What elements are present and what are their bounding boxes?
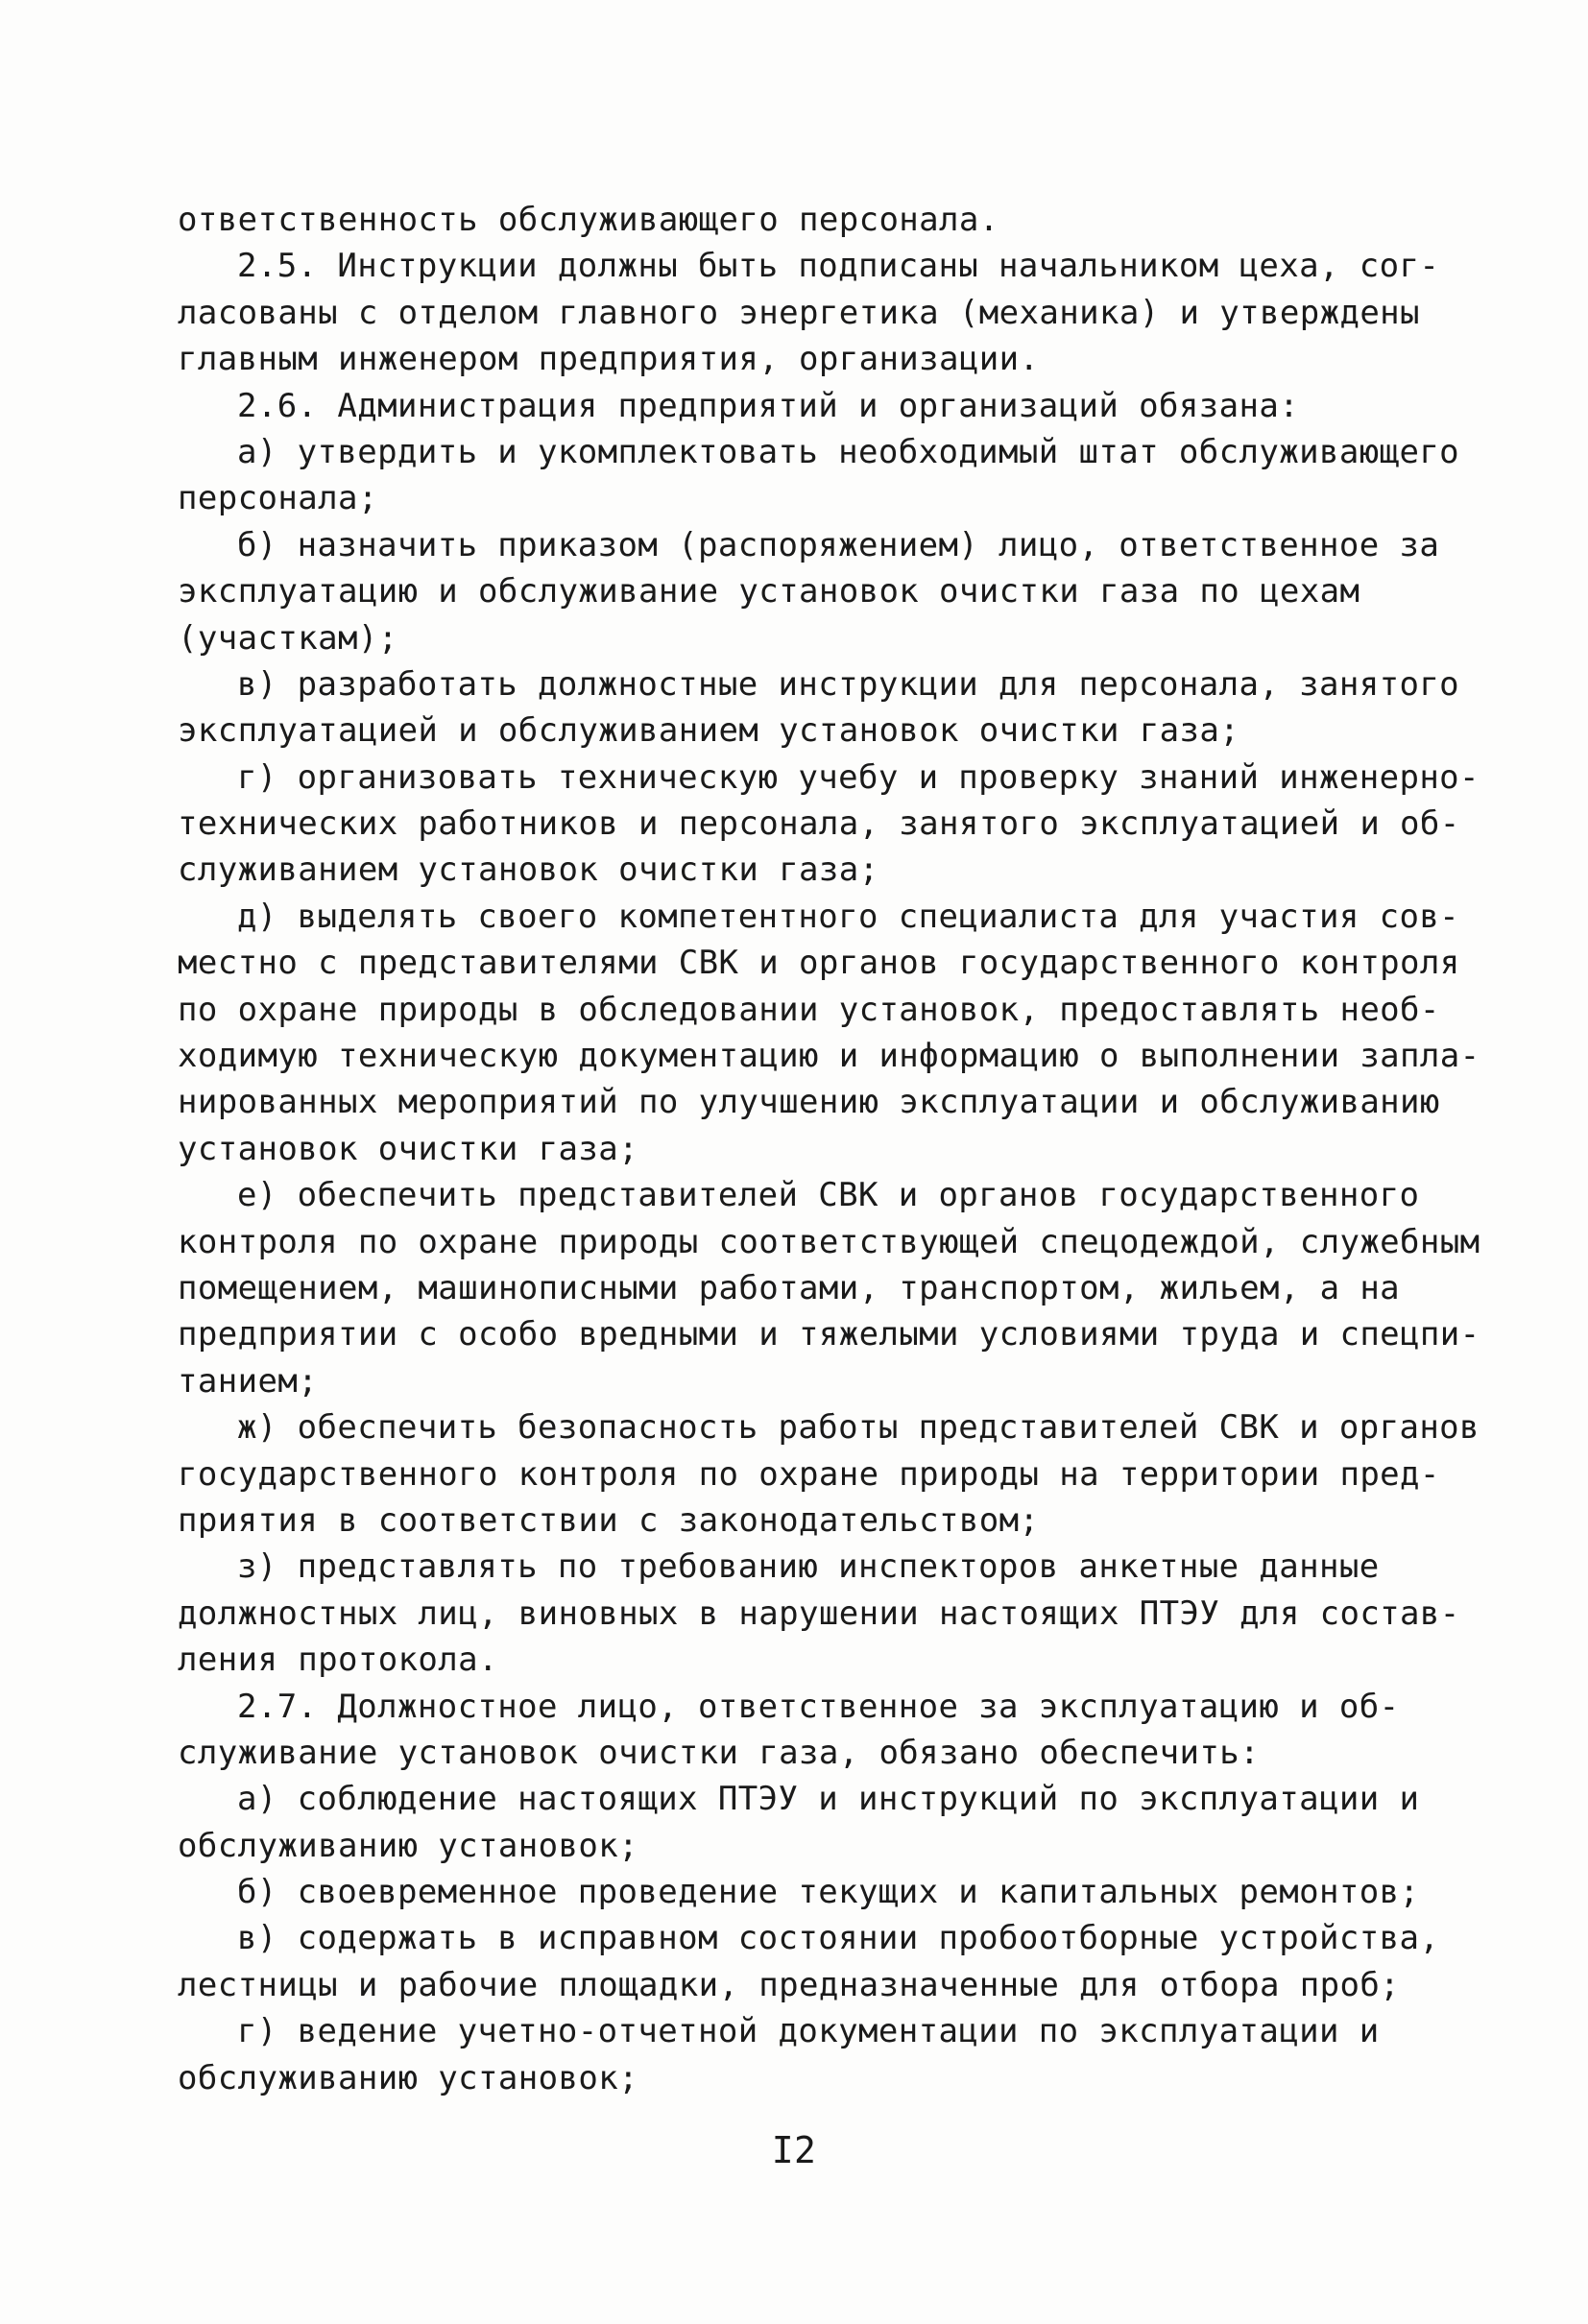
text-line: д) выделять своего компетентного специалиста для участия сов- [237, 897, 1460, 936]
page-number: I2 [771, 2129, 817, 2171]
text-line: установок очистки газа; [178, 1129, 639, 1168]
text-line: технических работников и персонала, занятого эксплуатацией и об- [178, 804, 1460, 844]
text-line: ж) обеспечить безопасность работы представителей СВК и органов [237, 1408, 1480, 1448]
text-line: в) содержать в исправном состоянии пробоотборные устройства, [237, 1919, 1440, 1958]
text-line: обслуживанию установок; [178, 2058, 639, 2097]
text-line: ходимую техническую документацию и информацию о выполнении запла- [178, 1037, 1480, 1076]
text-line: должностных лиц, виновных в нарушении настоящих ПТЭУ для состав- [178, 1593, 1460, 1633]
text-line: государственного контроля по охране природы на территории пред- [178, 1454, 1440, 1494]
text-line: местно с представителями СВК и органов государственного контроля [178, 944, 1460, 983]
text-line: 2.6. Администрация предприятий и организаций обязана: [237, 386, 1300, 425]
text-line: главным инженером предприятия, организации. [178, 340, 1040, 379]
text-line: в) разработать должностные инструкции для персонала, занятого [237, 664, 1460, 704]
text-line: по охране природы в обследовании установок, предоставлять необ- [178, 990, 1440, 1029]
text-line: а) соблюдение настоящих ПТЭУ и инструкций по эксплуатации и [237, 1780, 1420, 1819]
document-body [178, 197, 1480, 2101]
text-line: обслуживанию установок; [178, 1826, 639, 1865]
text-line: ления протокола. [178, 1641, 498, 1680]
text-line: 2.5. Инструкции должны быть подписаны начальником цеха, сог- [237, 247, 1440, 286]
text-line: б) своевременное проведение текущих и капитальных ремонтов; [237, 1873, 1420, 1912]
text-line: ответственность обслуживающего персонала. [178, 201, 999, 239]
text-line: з) представлять по требованию инспекторов анкетные данные [237, 1547, 1380, 1587]
text-line: помещением, машинописными работами, транспортом, жильем, а на [178, 1268, 1401, 1307]
text-line: персонала; [178, 479, 378, 518]
text-line: эксплуатацию и обслуживание установок очистки газа по цехам [178, 572, 1360, 611]
text-line: е) обеспечить представителей СВК и органов государственного [237, 1176, 1420, 1215]
text-line: лестницы и рабочие площадки, предназначенные для отбора проб; [178, 1965, 1401, 2004]
text-line: ласованы с отделом главного энергетика (механика) и утверждены [178, 293, 1420, 332]
text-line: предприятии с особо вредными и тяжелыми условиями труда и спецпи- [178, 1315, 1480, 1354]
text-line: а) утвердить и укомплектовать необходимый штат обслуживающего [237, 432, 1460, 471]
text-line: танием; [178, 1361, 319, 1401]
text-line: г) ведение учетно-отчетной документации по эксплуатации и [237, 2012, 1380, 2051]
text-line: (участкам); [178, 618, 398, 658]
text-line: контроля по охране природы соответствующей спецодеждой, служебным [178, 1222, 1480, 1261]
text-line: эксплуатацией и обслуживанием установок очистки газа; [178, 711, 1240, 751]
text-line: б) назначить приказом (распоряжением) лицо, ответственное за [237, 525, 1440, 564]
text-line: 2.7. Должностное лицо, ответственное за эксплуатацию и об- [237, 1687, 1400, 1726]
text-line: г) организовать техническую учебу и проверку знаний инженерно- [237, 757, 1480, 797]
text-line: нированных мероприятий по улучшению эксплуатации и обслуживанию [178, 1083, 1440, 1122]
text-line: приятия в соответствии с законодательством; [178, 1500, 1040, 1540]
text-line: служивание установок очистки газа, обязано обеспечить: [178, 1733, 1260, 1772]
text-line: служиванием установок очистки газа; [178, 851, 879, 890]
